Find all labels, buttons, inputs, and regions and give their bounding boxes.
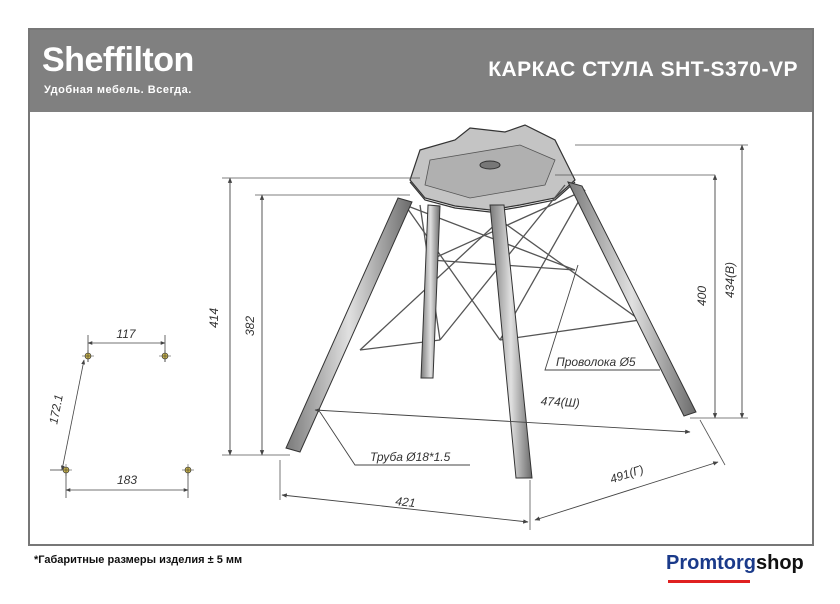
dim-434: 434(В) — [723, 261, 737, 299]
footprint-diagram — [46, 327, 194, 498]
watermark-underline — [668, 580, 750, 583]
legs — [286, 182, 696, 478]
dim-400: 400 — [695, 285, 709, 307]
watermark-name: Promtorg — [666, 552, 756, 574]
brand-logo: Sheffilton — [42, 41, 194, 79]
callout-wire: Проволока Ø5 — [556, 355, 636, 369]
dim-414: 414 — [207, 307, 221, 329]
watermark-logo — [666, 552, 804, 575]
dim-491: 491(Г) — [608, 462, 646, 487]
watermark-suffix: shop — [756, 552, 804, 574]
seat-plate — [410, 125, 575, 212]
dim-421: 421 — [394, 494, 417, 511]
tolerance-note: *Габаритные размеры изделия ± 5 мм — [34, 554, 243, 566]
dim-183: 183 — [116, 473, 138, 487]
dim-382: 382 — [243, 315, 257, 337]
dim-172-1: 172.1 — [46, 393, 66, 426]
dim-117: 117 — [116, 327, 136, 341]
callout-tube: Труба Ø18*1.5 — [370, 450, 451, 464]
product-title: КАРКАС СТУЛА SHT-S370-VP — [488, 58, 798, 81]
brand-tagline: Удобная мебель. Всегда. — [44, 84, 192, 96]
dim-474: 474(Ш) — [540, 393, 581, 411]
